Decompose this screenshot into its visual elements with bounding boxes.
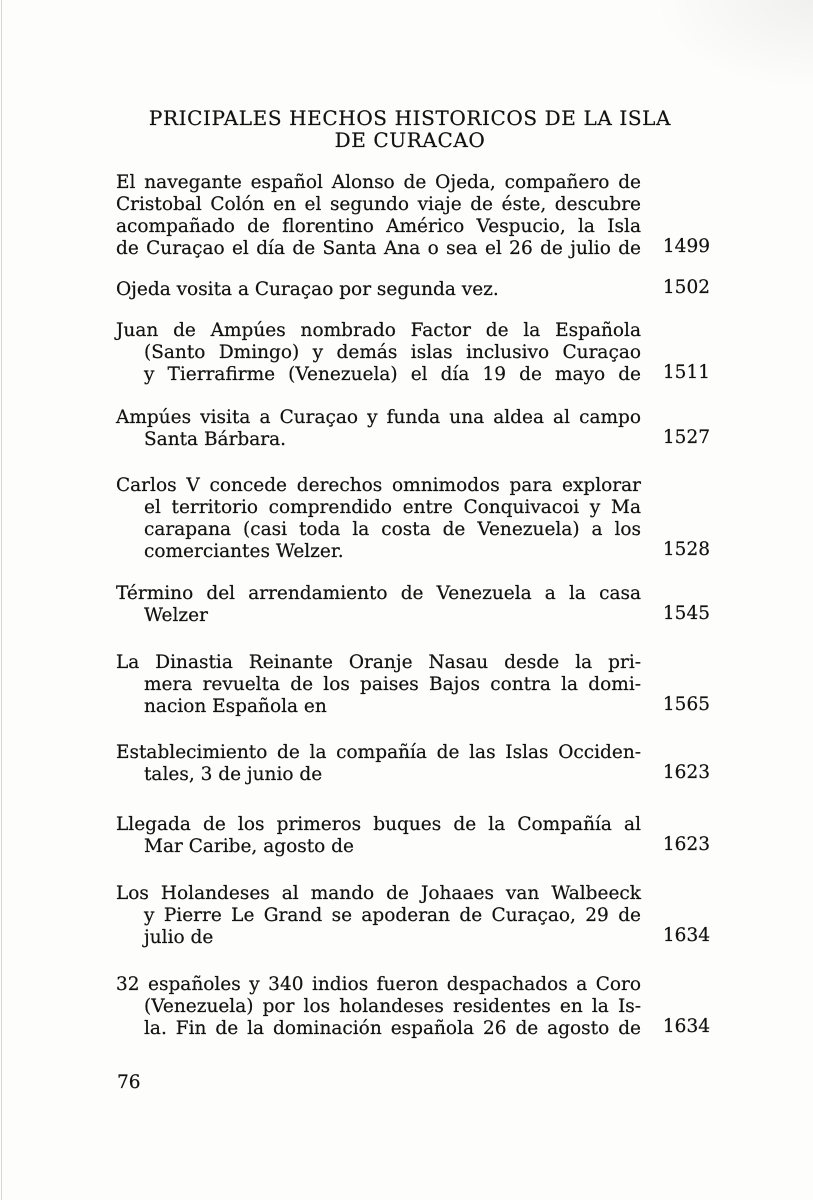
entry-year: 1527 xyxy=(662,427,710,448)
entry-text-line: el territorio comprendido entre Conquivacoi y Ma xyxy=(144,497,641,518)
chronology-entry xyxy=(116,583,712,627)
page-number: 76 xyxy=(117,1072,141,1093)
entry-text-line: la. Fin de la dominación española 26 de agosto de xyxy=(144,1018,641,1039)
entry-text-line: (Venezuela) por los holandeses residentes en la Is- xyxy=(144,996,641,1017)
chronology-entry xyxy=(116,407,712,451)
entry-text-line: carapana (casi toda la costa de Venezuela) a los xyxy=(144,519,641,540)
entry-year: 1528 xyxy=(662,539,710,560)
chronology-entry xyxy=(116,475,712,563)
entry-year: 1511 xyxy=(662,362,710,383)
entry-year: 1565 xyxy=(662,694,710,715)
entry-text-line: Establecimiento de la compañía de las Islas Occiden- xyxy=(116,742,641,763)
entry-year: 1502 xyxy=(662,277,710,298)
entry-text-line: acompañado de florentino Américo Vespucio, la Isla xyxy=(116,216,641,237)
entry-text-line: Carlos V concede derechos omnimodos para explorar xyxy=(116,475,641,496)
chronology-entry xyxy=(116,652,712,718)
chronology-entry xyxy=(116,172,712,260)
entry-text-line: Mar Caribe, agosto de xyxy=(144,836,354,857)
entry-text-line: La Dinastia Reinante Oranje Nasau desde la pri- xyxy=(116,652,641,673)
entry-text-line: Cristobal Colón en el segundo viaje de éste, descubre xyxy=(116,194,641,215)
entry-text-line: Juan de Ampúes nombrado Factor de la Española xyxy=(116,320,641,341)
entry-text-line: 32 españoles y 340 indios fueron despachados a Coro xyxy=(116,974,641,995)
entry-text-line: nacion Española en xyxy=(144,696,327,717)
entry-text-line: de Curaçao el día de Santa Ana o sea el 26 de julio de xyxy=(116,238,641,259)
entry-year: 1499 xyxy=(662,236,710,257)
entry-text-line: Término del arrendamiento de Venezuela a la casa xyxy=(116,583,641,604)
entry-text-line: julio de xyxy=(144,927,214,948)
entry-text-line: (Santo Dmingo) y demás islas inclusivo Curaçao xyxy=(144,342,641,363)
entry-year: 1634 xyxy=(662,925,710,946)
entry-year: 1623 xyxy=(662,834,710,855)
entry-text-line: Santa Bárbara. xyxy=(144,429,287,450)
entry-text-line: Ojeda vosita a Curaçao por segunda vez. xyxy=(116,279,499,300)
chronology-entry xyxy=(116,279,712,301)
entry-text-line: Los Holandeses al mando de Johaaes van Walbeeck xyxy=(116,883,641,904)
entry-text-line: tales, 3 de junio de xyxy=(144,764,323,785)
entry-text-line: mera revuelta de los paises Bajos contra la domi- xyxy=(144,674,641,695)
entry-text-line: El navegante español Alonso de Ojeda, compañero de xyxy=(116,172,641,193)
entry-year: 1623 xyxy=(662,762,710,783)
chronology-entry xyxy=(116,883,712,949)
chronology-entry xyxy=(116,814,712,858)
entry-text-line: y Pierre Le Grand se apoderan de Curaçao, 29 de xyxy=(144,905,641,926)
entry-text-line: y Tierrafirme (Venezuela) el día 19 de mayo de xyxy=(144,364,641,385)
entry-text-line: Ampúes visita a Curaçao y funda una aldea al campo xyxy=(116,407,641,428)
page-heading xyxy=(148,107,672,151)
chronology-entry xyxy=(116,742,712,786)
heading-line-2: DE CURACAO xyxy=(334,128,486,152)
chronology-entry xyxy=(116,974,712,1040)
heading-line-1: PRICIPALES HECHOS HISTORICOS DE LA ISLA xyxy=(148,106,672,130)
entry-year: 1634 xyxy=(662,1016,710,1037)
entry-text-line: Welzer xyxy=(144,605,208,626)
entry-year: 1545 xyxy=(662,603,710,624)
entry-text-line: comerciantes Welzer. xyxy=(144,541,344,562)
chronology-entry xyxy=(116,320,712,386)
entry-text-line: Llegada de los primeros buques de la Compañía al xyxy=(116,814,641,835)
